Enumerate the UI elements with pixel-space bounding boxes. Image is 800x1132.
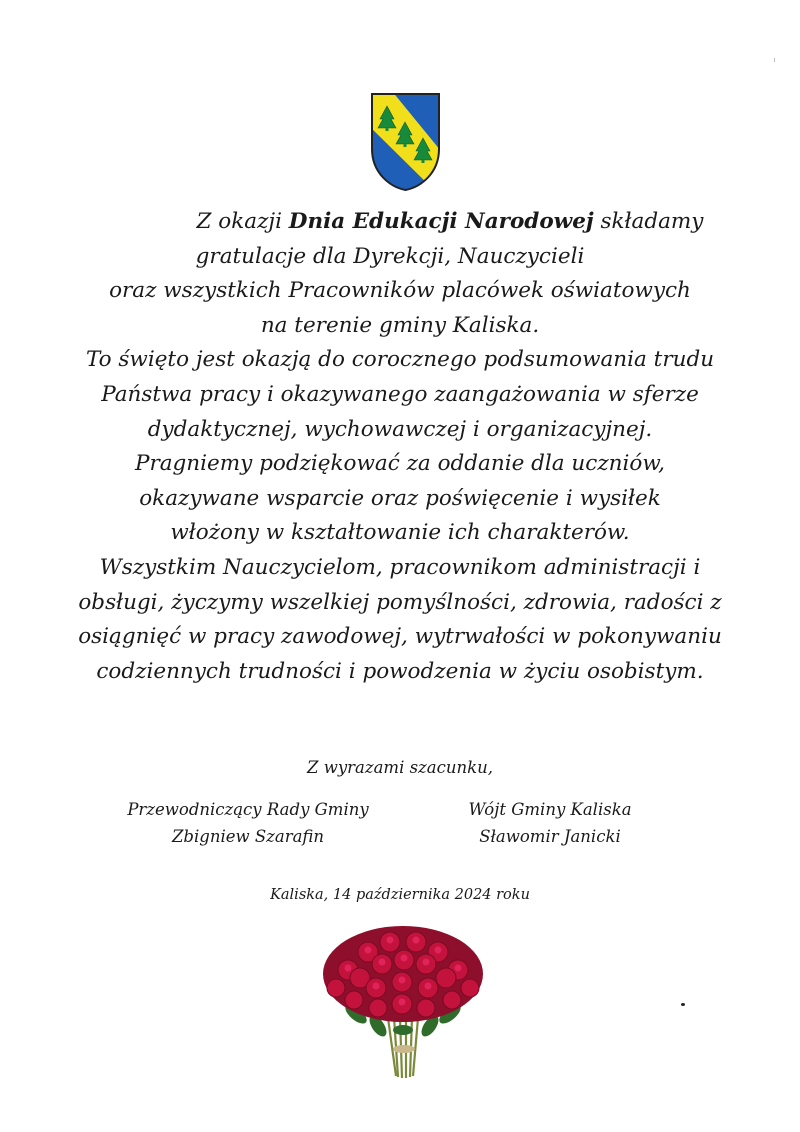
greeting-line: Państwa pracy i okazywanego zaangażowania w sferze bbox=[101, 381, 699, 407]
scan-speck bbox=[774, 58, 775, 62]
signer-name: Sławomir Janicki bbox=[479, 827, 621, 846]
signer-name: Zbigniew Szarafin bbox=[171, 827, 325, 846]
greeting-line: To święto jest okazją do corocznego podsumowania trudu bbox=[85, 347, 715, 373]
greeting-line: dydaktycznej, wychowawczej i organizacyjnej. bbox=[147, 416, 653, 442]
signer-role: Przewodniczący Rady Gminy bbox=[127, 800, 369, 819]
closing-phrase: Z wyrazami szacunku, bbox=[307, 758, 493, 777]
signer-role: Wójt Gminy Kaliska bbox=[468, 800, 632, 819]
greeting-line: codziennych trudności i powodzenia w życiu osobistym. bbox=[96, 658, 704, 684]
greeting-line: osiągnięć w pracy zawodowej, wytrwałości w pokonywaniu bbox=[78, 624, 722, 650]
signer-council-chairman bbox=[108, 796, 388, 850]
signer-mayor bbox=[420, 796, 680, 850]
coat-of-arms-icon bbox=[369, 91, 442, 192]
greeting-line: oraz wszystkich Pracowników placówek oświatowych bbox=[109, 278, 691, 304]
greeting-line: gratulacje dla Dyrekcji, Nauczycieli bbox=[195, 243, 585, 269]
greeting-text bbox=[0, 205, 800, 689]
place-date: Kaliska, 14 października 2024 roku bbox=[270, 887, 530, 903]
greeting-line: okazywane wsparcie oraz poświęcenie i wysiłek bbox=[139, 485, 661, 511]
rose-bouquet-icon bbox=[318, 922, 488, 1082]
greeting-line-1-end: składamy bbox=[593, 209, 704, 234]
greeting-line: obsługi, życzymy wszelkiej pomyślności, zdrowia, radości z bbox=[78, 589, 722, 615]
greeting-line: Pragniemy podziękować za oddanie dla uczniów, bbox=[134, 451, 665, 477]
greeting-line-1-start: Z okazji bbox=[196, 209, 289, 234]
greeting-line: włożony w kształtowanie ich charakterów. bbox=[170, 520, 630, 546]
greeting-line: Wszystkim Nauczycielom, pracownikom administracji i bbox=[99, 554, 701, 580]
scan-speck bbox=[681, 1003, 685, 1006]
event-name: Dnia Edukacji Narodowej bbox=[288, 209, 594, 234]
greeting-line: na terenie gminy Kaliska. bbox=[260, 312, 540, 338]
greeting-line-1 bbox=[0, 205, 800, 240]
